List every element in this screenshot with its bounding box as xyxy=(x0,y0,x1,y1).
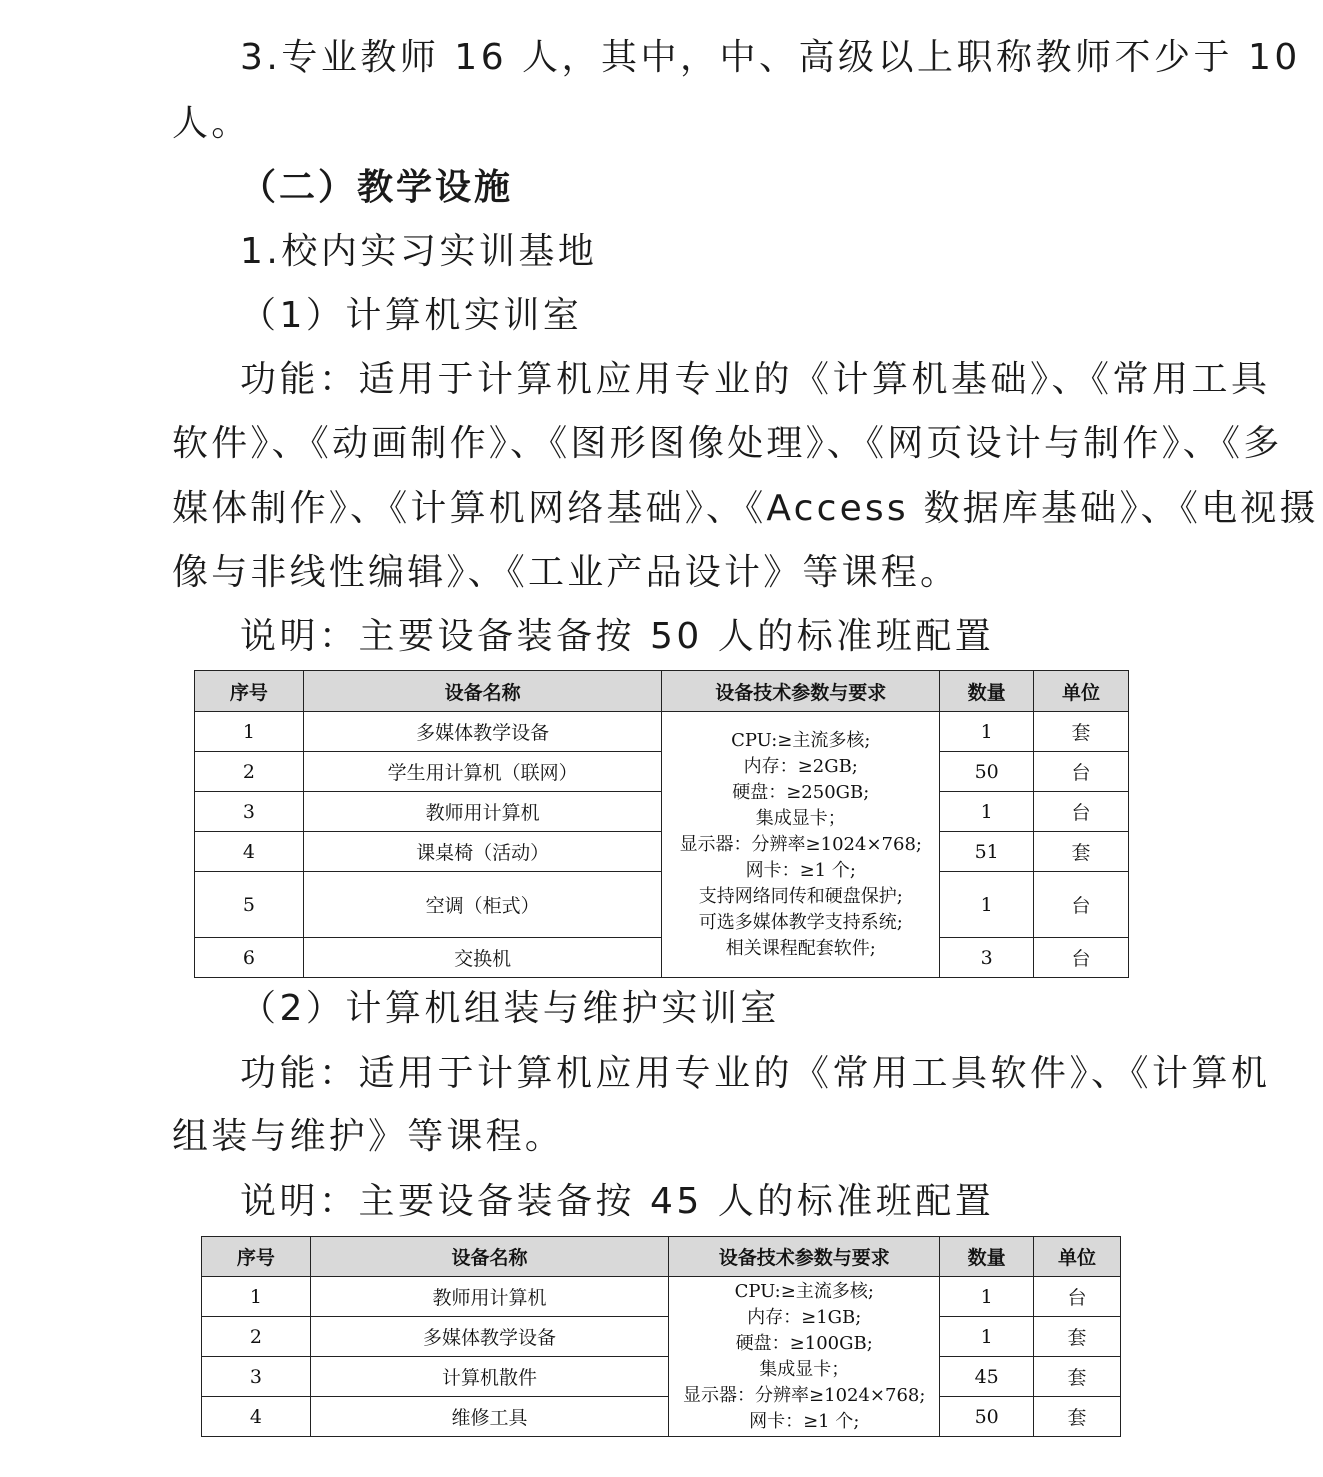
cell-name: 教师用计算机 xyxy=(303,792,661,832)
cell-qty: 51 xyxy=(940,832,1034,872)
cell-name: 计算机散件 xyxy=(310,1357,668,1397)
header-unit: 单位 xyxy=(1034,671,1129,712)
cell-unit: 台 xyxy=(1034,1277,1121,1317)
table-row xyxy=(195,752,1129,792)
cell-name: 空调（柜式） xyxy=(303,872,661,938)
room1-function-line-3: 媒体制作》、《计算机网络基础》、《Access 数据库基础》、《电视摄 xyxy=(172,488,1319,529)
cell-name: 多媒体教学设备 xyxy=(310,1317,668,1357)
spec-line: CPU:≥主流多核; xyxy=(734,1280,874,1302)
cell-qty: 1 xyxy=(940,712,1034,752)
table-row xyxy=(202,1357,1121,1397)
room2-config-note: 说明：主要设备装备按 45 人的标准班配置 xyxy=(240,1181,995,1222)
spec-line: 内存：≥2GB; xyxy=(743,755,858,777)
cell-qty: 1 xyxy=(940,1317,1034,1357)
spec-line: 显示器：分辨率≥1024×768; xyxy=(683,1384,926,1406)
cell-unit: 套 xyxy=(1034,712,1129,752)
table-header-row xyxy=(195,671,1129,712)
cell-name: 教师用计算机 xyxy=(310,1277,668,1317)
table-header-row xyxy=(202,1237,1121,1277)
header-no: 序号 xyxy=(195,671,304,712)
spec-line: 支持网络同传和硬盘保护; xyxy=(698,885,903,907)
staff-requirement-line-2: 人。 xyxy=(172,103,251,144)
staff-requirement-line-1: 3.专业教师 16 人，其中，中、高级以上职称教师不少于 10 xyxy=(240,37,1301,78)
room1-config-note: 说明：主要设备装备按 50 人的标准班配置 xyxy=(240,616,995,657)
header-no: 序号 xyxy=(202,1237,311,1277)
cell-no: 3 xyxy=(202,1357,311,1397)
cell-name: 学生用计算机（联网） xyxy=(303,752,661,792)
cell-no: 1 xyxy=(195,712,304,752)
cell-unit: 台 xyxy=(1034,872,1129,938)
cell-name: 维修工具 xyxy=(310,1397,668,1437)
room1-function-line-2: 软件》、《动画制作》、《图形图像处理》、《网页设计与制作》、《多 xyxy=(172,423,1283,464)
cell-qty: 45 xyxy=(940,1357,1034,1397)
header-unit: 单位 xyxy=(1034,1237,1121,1277)
header-name: 设备名称 xyxy=(310,1237,668,1277)
table-row xyxy=(202,1317,1121,1357)
header-qty: 数量 xyxy=(940,1237,1034,1277)
spec-line: CPU:≥主流多核; xyxy=(731,729,871,751)
cell-name: 课桌椅（活动） xyxy=(303,832,661,872)
spec-line: 相关课程配套软件; xyxy=(725,937,876,959)
cell-unit: 台 xyxy=(1034,938,1129,978)
cell-name: 交换机 xyxy=(303,938,661,978)
cell-no: 4 xyxy=(202,1397,311,1437)
cell-unit: 台 xyxy=(1034,752,1129,792)
table-row xyxy=(195,938,1129,978)
table-row xyxy=(195,792,1129,832)
cell-unit: 套 xyxy=(1034,832,1129,872)
header-spec: 设备技术参数与要求 xyxy=(662,671,940,712)
header-name: 设备名称 xyxy=(303,671,661,712)
spec-line: 显示器：分辨率≥1024×768; xyxy=(679,833,922,855)
spec-line: 硬盘：≥100GB; xyxy=(735,1332,873,1354)
cell-qty: 1 xyxy=(940,872,1034,938)
cell-qty: 1 xyxy=(940,792,1034,832)
section-heading: （二）教学设施 xyxy=(240,167,514,208)
cell-qty: 3 xyxy=(940,938,1034,978)
table-row xyxy=(195,712,1129,752)
cell-no: 2 xyxy=(195,752,304,792)
room2-function-line-1: 功能：适用于计算机应用专业的《常用工具软件》、《计算机 xyxy=(240,1053,1271,1094)
spec-line: 硬盘：≥250GB; xyxy=(732,781,870,803)
spec-line: 网卡：≥1 个; xyxy=(749,1410,860,1432)
cell-no: 3 xyxy=(195,792,304,832)
cell-no: 2 xyxy=(202,1317,311,1357)
spec-line: 集成显卡； xyxy=(755,807,846,829)
header-spec: 设备技术参数与要求 xyxy=(669,1237,940,1277)
table-row xyxy=(202,1397,1121,1437)
spec-line: 内存：≥1GB; xyxy=(747,1306,862,1328)
spec-line: 集成显卡； xyxy=(759,1358,850,1380)
cell-spec xyxy=(669,1277,940,1437)
sub-heading: 1.校内实习实训基地 xyxy=(240,231,598,272)
room2-title: （2）计算机组装与维护实训室 xyxy=(240,988,780,1029)
cell-no: 4 xyxy=(195,832,304,872)
cell-qty: 50 xyxy=(940,752,1034,792)
spec-line: 可选多媒体教学支持系统; xyxy=(698,911,903,933)
cell-no: 1 xyxy=(202,1277,311,1317)
cell-no: 5 xyxy=(195,872,304,938)
cell-unit: 套 xyxy=(1034,1357,1121,1397)
spec-line: 网卡：≥1 个; xyxy=(745,859,856,881)
table-row xyxy=(195,832,1129,872)
room1-function-line-1: 功能：适用于计算机应用专业的《计算机基础》、《常用工具 xyxy=(240,359,1271,400)
cell-no: 6 xyxy=(195,938,304,978)
cell-unit: 台 xyxy=(1034,792,1129,832)
cell-unit: 套 xyxy=(1034,1317,1121,1357)
cell-qty: 50 xyxy=(940,1397,1034,1437)
room2-equipment-table xyxy=(201,1236,1121,1437)
table-row xyxy=(202,1277,1121,1317)
room1-equipment-table xyxy=(194,670,1129,978)
cell-spec xyxy=(662,712,940,978)
cell-name: 多媒体教学设备 xyxy=(303,712,661,752)
cell-qty: 1 xyxy=(940,1277,1034,1317)
room1-function-line-4: 像与非线性编辑》、《工业产品设计》等课程。 xyxy=(172,552,960,593)
room2-function-line-2: 组装与维护》等课程。 xyxy=(172,1116,565,1157)
room1-title: （1）计算机实训室 xyxy=(240,295,583,336)
header-qty: 数量 xyxy=(940,671,1034,712)
cell-unit: 套 xyxy=(1034,1397,1121,1437)
table-row xyxy=(195,872,1129,938)
